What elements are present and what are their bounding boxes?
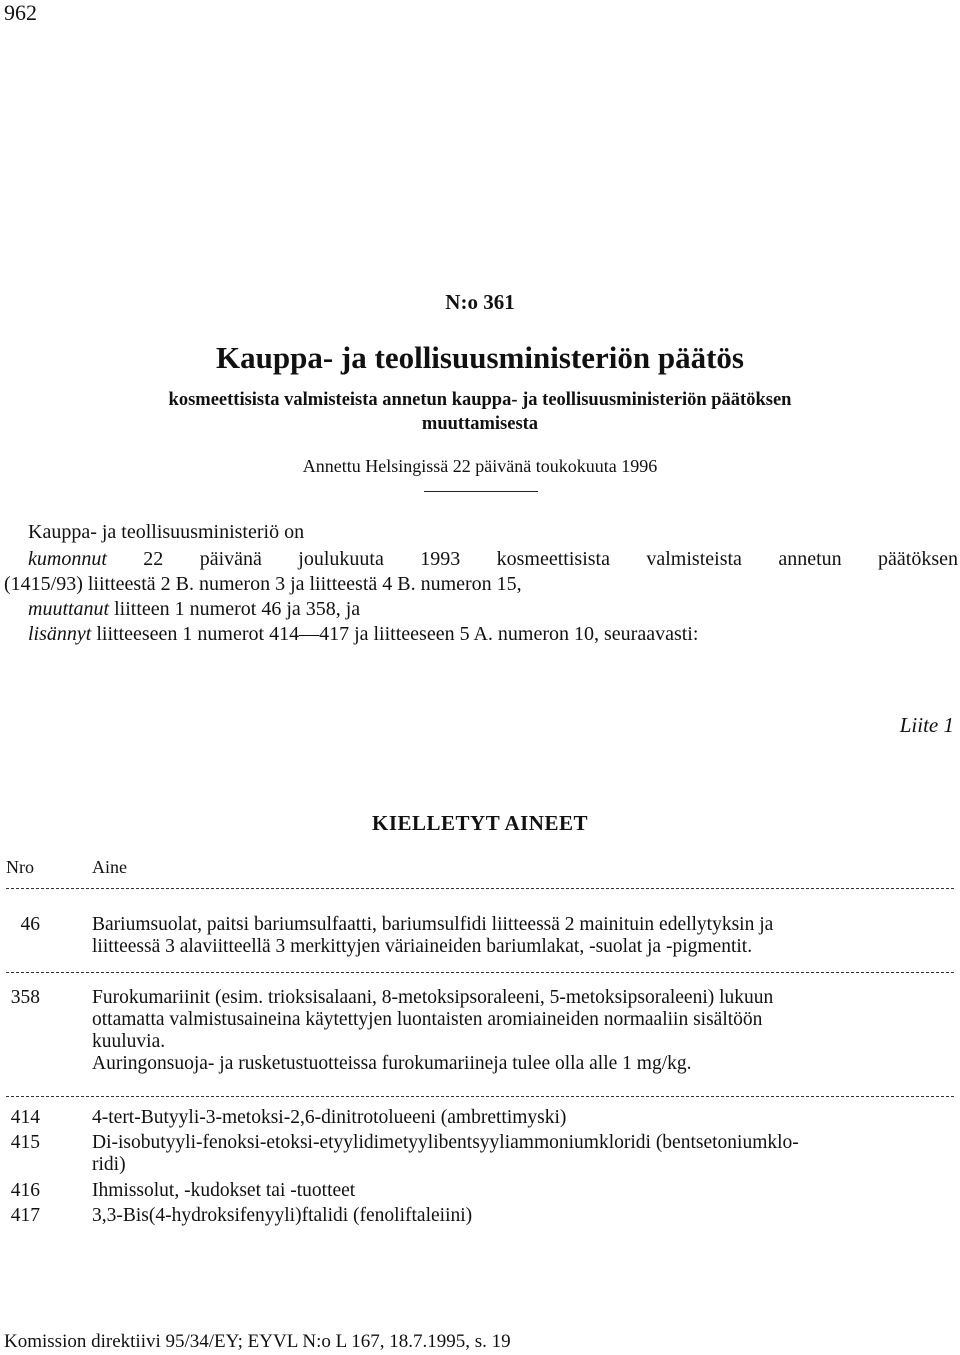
- decision-title: Kauppa- ja teollisuusministeriön päätös: [216, 340, 744, 375]
- row-number: 358: [10, 987, 40, 1008]
- decision-subtitle: [80, 388, 880, 436]
- row-number: 416: [10, 1180, 40, 1201]
- row-number: 415: [10, 1132, 40, 1153]
- separator-rule: [424, 491, 538, 492]
- substance-line: ridi): [92, 1154, 126, 1175]
- intro-line-5: [0, 621, 958, 648]
- substance-line: liitteessä 3 alaviitteellä 3 merkittyjen väriaineiden bariumlakat, -suolat ja -pigmentit.: [92, 936, 753, 957]
- table-divider: [6, 972, 954, 973]
- intro-verb-muuttanut: muuttanut: [28, 598, 110, 620]
- row-substance: [92, 1205, 958, 1227]
- substance-line: 3,3-Bis(4-hydroksifenyyli)ftalidi (fenoliftaleiini): [92, 1205, 473, 1226]
- column-header-nro: Nro: [6, 857, 34, 877]
- intro-line-4-text: liitteen 1 numerot 46 ja 358, ja: [109, 598, 361, 620]
- intro-line-4: [0, 596, 958, 623]
- row-substance: [92, 1132, 958, 1176]
- intro-verb-kumonnut: kumonnut: [28, 548, 107, 570]
- row-substance: [92, 914, 958, 958]
- row-substance: [92, 1180, 958, 1202]
- row-number: 417: [10, 1205, 40, 1226]
- row-number: 46: [20, 914, 40, 935]
- intro-verb-lisannyt: lisännyt: [28, 623, 92, 645]
- row-substance: [92, 1107, 958, 1129]
- subtitle-line-2: muuttamisesta: [421, 414, 539, 434]
- substance-line: Di-isobutyyli-fenoksi-etoksi-etyylidimetyylibentsyyliammoniumkloridi (bentsetoniumklo-: [92, 1132, 799, 1153]
- table-divider: [6, 1096, 954, 1097]
- intro-line-2-text: 22 päivänä joulukuuta 1993 kosmeettisista valmisteista annetun päätöksen: [106, 548, 958, 570]
- intro-line-2: [0, 546, 958, 573]
- substance-line: Furokumariinit (esim. trioksisalaani, 8-metoksipsoraleeni, 5-metoksipsoraleeni) lukuun: [92, 987, 774, 1008]
- intro-line-5-text: liitteeseen 1 numerot 414—417 ja liitteeseen 5 A. numeron 10, seuraavasti:: [91, 623, 699, 645]
- section-title: KIELLETYT AINEET: [372, 811, 588, 835]
- annex-label: Liite 1: [899, 713, 954, 737]
- table-divider: [6, 888, 954, 889]
- subtitle-line-1: kosmeettisista valmisteista annetun kauppa- ja teollisuusministeriön päätöksen: [168, 390, 792, 410]
- substance-line: Auringonsuoja- ja rusketustuotteissa furokumariineja tulee olla alle 1 mg/kg.: [92, 1053, 692, 1074]
- intro-line-1: Kauppa- ja teollisuusministeriö on: [28, 521, 305, 543]
- page-number: 962: [4, 0, 37, 25]
- substance-line: Ihmissolut, -kudokset tai -tuotteet: [92, 1180, 356, 1201]
- substance-line: ottamatta valmistusaineina käytettyjen luontaisten aromiaineiden normaaliin sisältöön: [92, 1009, 763, 1030]
- footnote: Komission direktiivi 95/34/EY; EYVL N:o L 167, 18.7.1995, s. 19: [4, 1331, 511, 1352]
- substance-line: Bariumsuolat, paitsi bariumsulfaatti, bariumsulfidi liitteessä 2 mainituin edellytyksin ja: [92, 914, 774, 935]
- substance-line: kuuluvia.: [92, 1031, 166, 1052]
- intro-line-3: (1415/93) liitteestä 2 B. numeron 3 ja liitteestä 4 B. numeron 15,: [4, 573, 522, 595]
- column-header-aine: Aine: [92, 857, 127, 877]
- row-substance: [92, 987, 958, 1075]
- document-number: N:o 361: [445, 290, 515, 314]
- row-number: 414: [10, 1107, 40, 1128]
- issued-date: Annettu Helsingissä 22 päivänä toukokuuta 1996: [302, 456, 658, 476]
- substance-line: 4-tert-Butyyli-3-metoksi-2,6-dinitrotolueeni (ambrettimyski): [92, 1107, 567, 1128]
